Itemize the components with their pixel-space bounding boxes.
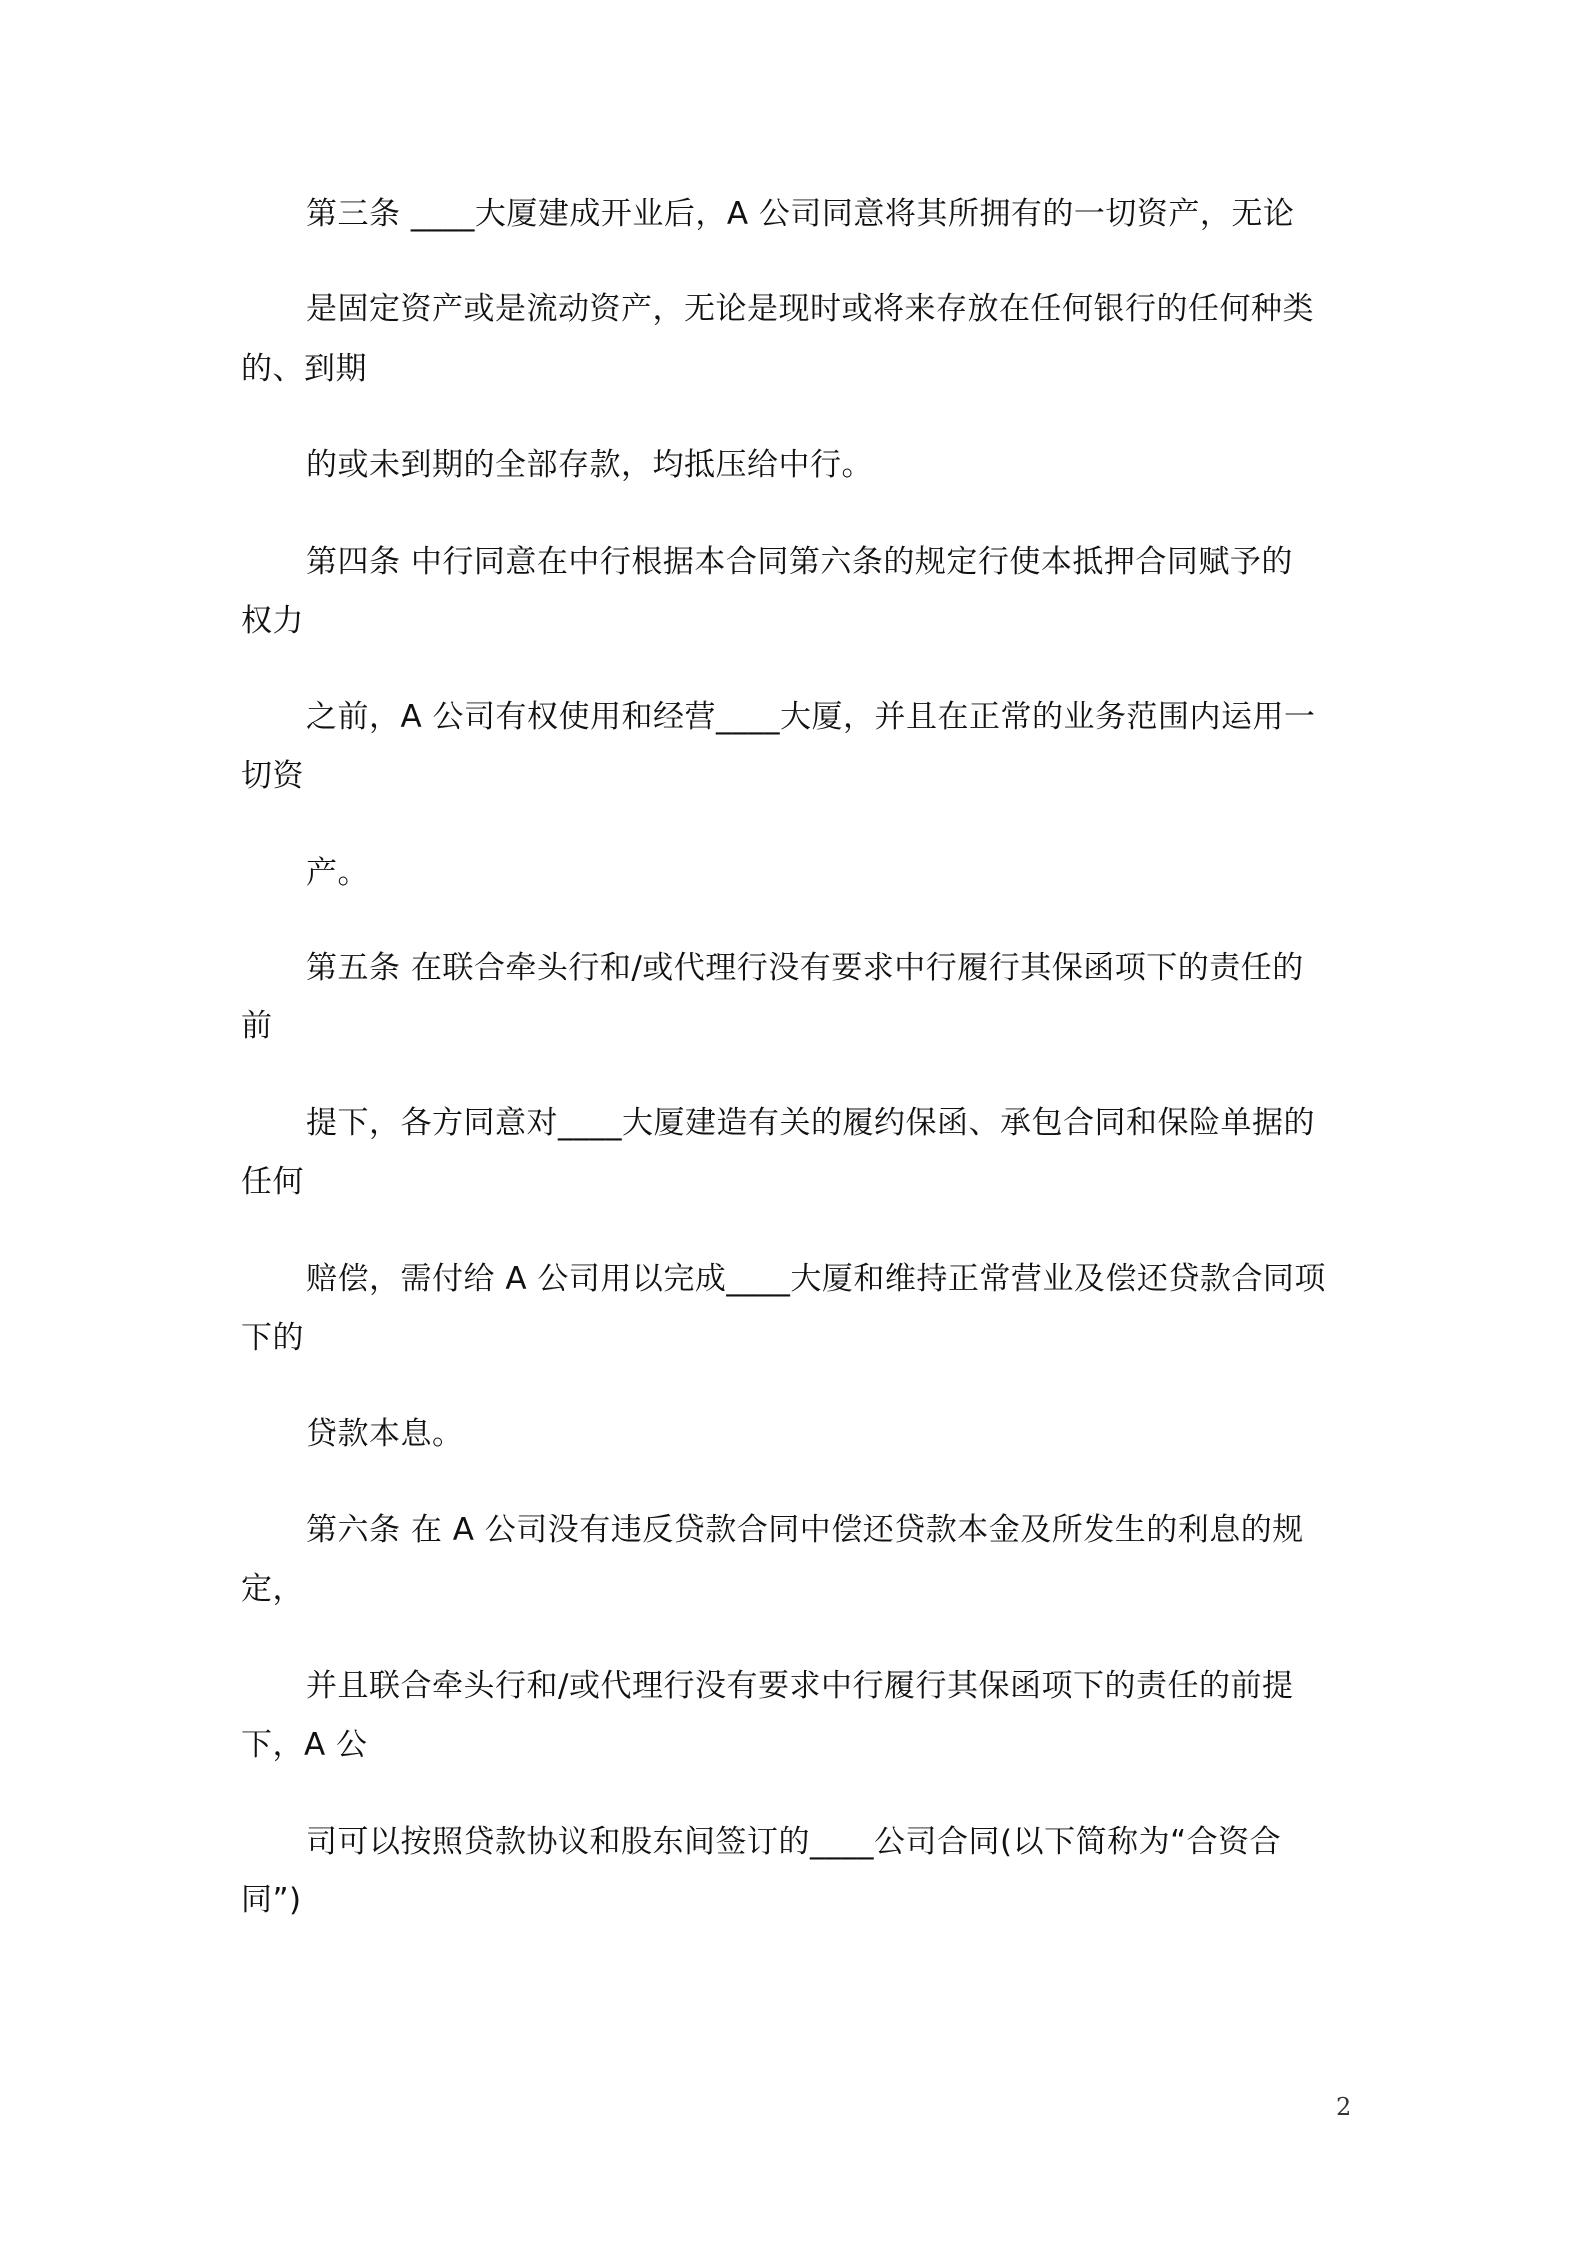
- article-4-line-3: 产。: [306, 855, 369, 891]
- article-4-line-2-wrap: 切资: [241, 758, 304, 794]
- article-4-line-1-wrap: 权力: [241, 603, 304, 639]
- article-3-line-2: 是固定资产或是流动资产，无论是现时或将来存放在任何银行的任何种类: [306, 291, 1314, 327]
- article-5-line-3: 赔偿，需付给 A 公司用以完成____大厦和维持正常营业及偿还贷款合同项: [306, 1261, 1326, 1297]
- article-6-line-2-wrap: 下，A 公: [241, 1727, 368, 1763]
- article-5-line-1: 第五条 在联合牵头行和/或代理行没有要求中行履行其保函项下的责任的: [306, 950, 1304, 986]
- article-3-line-2-wrap: 的、到期: [241, 351, 367, 387]
- article-4-line-1: 第四条 中行同意在中行根据本合同第六条的规定行使本抵押合同赋予的: [306, 544, 1293, 580]
- article-5-line-3-wrap: 下的: [241, 1320, 304, 1356]
- article-5-line-1-wrap: 前: [241, 1008, 273, 1044]
- article-5-line-2: 提下，各方同意对____大厦建造有关的履约保函、承包合同和保险单据的: [306, 1105, 1315, 1141]
- article-6-line-1-wrap: 定，: [241, 1571, 304, 1607]
- article-6-line-3-wrap: 同”): [241, 1882, 302, 1918]
- article-3-line-1: 第三条 ____大厦建成开业后，A 公司同意将其所拥有的一切资产，无论: [306, 196, 1295, 232]
- article-3-line-3: 的或未到期的全部存款，均抵压给中行。: [306, 447, 873, 483]
- article-5-line-4: 贷款本息。: [306, 1416, 464, 1452]
- page-number: 2: [1336, 2093, 1352, 2121]
- article-4-line-2: 之前，A 公司有权使用和经营____大厦，并且在正常的业务范围内运用一: [306, 699, 1316, 735]
- article-6-line-2: 并且联合牵头行和/或代理行没有要求中行履行其保函项下的责任的前提: [306, 1668, 1294, 1704]
- article-6-line-3: 司可以按照贷款协议和股东间签订的____公司合同(以下简称为“合资合: [306, 1824, 1282, 1860]
- article-5-line-2-wrap: 任何: [241, 1164, 304, 1200]
- article-6-line-1: 第六条 在 A 公司没有违反贷款合同中偿还贷款本金及所发生的利息的规: [306, 1512, 1304, 1548]
